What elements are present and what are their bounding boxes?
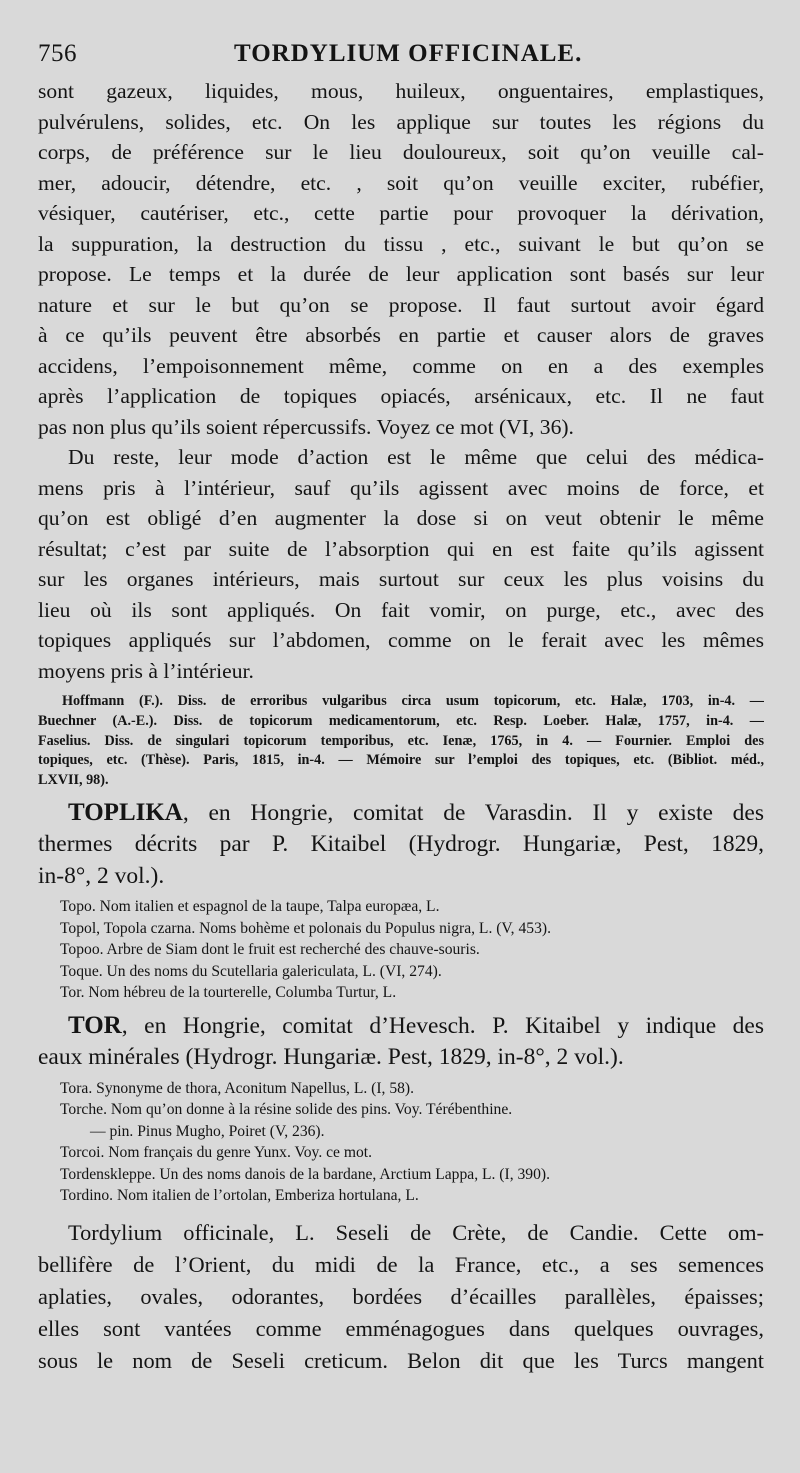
entry-line: eaux minérales (Hydrogr. Hungariæ. Pest, 1829, in-8°, 2 vol.). — [38, 1044, 624, 1071]
bibliography-line: Faselius. Diss. de singulari topicorum temporibus, etc. Ienæ, 1765, in 4. — Fournier. Emploi des — [38, 732, 764, 749]
dictionary-entry: Tora. Synonyme de thora, Aconitum Napellus, L. (I, 58). — [60, 1079, 415, 1097]
entry-line: thermes décrits par P. Kitaibel (Hydrogr. Hungariæ, Pest, 1829, — [38, 831, 764, 858]
text-line: sur les organes intérieurs, mais surtout sur ceux les plus voisins du — [38, 567, 764, 591]
dictionary-entry: Topo. Nom italien et espagnol de la taupe, Talpa europæa, L. — [60, 898, 440, 916]
bibliography-line: Buechner (A.-E.). Diss. de topicorum medicamentorum, etc. Resp. Loeber. Halæ, 1757, in-4. — — [38, 712, 764, 729]
entry-line: in-8°, 2 vol.). — [38, 862, 165, 889]
dictionary-entry: — pin. Pinus Mugho, Poiret (V, 236). — [90, 1122, 325, 1140]
text-line: aplaties, ovales, odorantes, bordées d’écailles parallèles, épaisses; — [38, 1283, 764, 1309]
paragraph-mode-action — [38, 442, 764, 686]
dictionary-entry: Torcoi. Nom français du genre Yunx. Voy. ce mot. — [60, 1144, 373, 1162]
text-line: moyens pris à l’intérieur. — [38, 658, 254, 683]
dictionary-entry: Tordino. Nom italien de l’ortolan, Emberiza hortulana, L. — [60, 1187, 419, 1205]
text-line: pas non plus qu’ils soient répercussifs. Voyez ce mot (VI, 36). — [38, 414, 574, 439]
entry-tordylium — [38, 1217, 764, 1377]
dictionary-entry: Topoo. Arbre de Siam dont le fruit est recherché des chauve-souris. — [60, 941, 480, 959]
running-title: TORDYLIUM OFFICINALE. — [234, 40, 583, 67]
text-line: Du reste, leur mode d’action est le même que celui des médica- — [68, 445, 764, 469]
text-line: à ce qu’ils peuvent être absorbés en partie et causer alors de graves — [38, 323, 764, 347]
bibliography-line: LXVII, 98). — [38, 772, 109, 789]
text-line: vésiquer, cautériser, etc., cette partie pour provoquer la dérivation, — [38, 201, 764, 225]
bibliography — [38, 692, 764, 791]
page-number: 756 — [38, 40, 77, 67]
running-head — [38, 40, 764, 76]
dictionary-entry: Tordenskleppe. Un des noms danois de la bardane, Arctium Lappa, L. (I, 390). — [60, 1165, 550, 1183]
text-line: lieu où ils sont appliqués. On fait vomir, on purge, etc., avec des — [38, 597, 764, 622]
entry-headword: TOPLIKA — [68, 798, 183, 826]
entry-headword: TOR — [68, 1011, 122, 1039]
text-line: nature et sur le but qu’on se propose. Il faut surtout avoir égard — [38, 292, 764, 317]
text-line: Tordylium officinale, L. Seseli de Crète, de Candie. Cette om- — [68, 1219, 764, 1245]
text-line: qu’on est obligé d’en augmenter la dose si on veut obtenir le même — [38, 506, 764, 530]
text-line: mens pris à l’intérieur, sauf qu’ils agissent avec moins de force, et — [38, 475, 764, 500]
dictionary-entries-tora — [38, 1078, 764, 1207]
text-line: topiques appliqués sur l’abdomen, comme on le ferait avec les mêmes — [38, 628, 764, 652]
dictionary-entry: Tor. Nom hébreu de la tourterelle, Columba Turtur, L. — [60, 984, 397, 1002]
text-line: sont gazeux, liquides, mous, huileux, onguentaires, emplastiques, — [38, 79, 764, 103]
text-line: après l’application de topiques opiacés, arsénicaux, etc. Il ne faut — [38, 384, 764, 408]
dictionary-entry: Torche. Nom qu’on donne à la résine solide des pins. Voy. Térébenthine. — [60, 1101, 513, 1119]
text-line: accidens, l’empoisonnement même, comme on en a des exemples — [38, 353, 764, 378]
text-line: la suppuration, la destruction du tissu , etc., suivant le but qu’on se — [38, 231, 764, 256]
entry-text: , en Hongrie, comitat de Varasdin. Il y existe des — [182, 799, 764, 826]
bibliography-line: Hoffmann (F.). Diss. de erroribus vulgaribus circa usum topicorum, etc. Halæ, 1703, in-4. — — [62, 693, 764, 709]
dictionary-entry: Topol, Topola czarna. Noms bohème et polonais du Populus nigra, L. (V, 453). — [60, 919, 551, 937]
entry-text: , en Hongrie, comitat d’Hevesch. P. Kitaibel y indique des — [121, 1012, 764, 1039]
entry-line — [38, 1010, 764, 1043]
text-line: elles sont vantées comme emménagogues dans quelques ouvrages, — [38, 1315, 764, 1341]
text-line: pulvérulens, solides, etc. On les applique sur toutes les régions du — [38, 109, 764, 134]
entry-line — [38, 797, 764, 830]
bibliography-line: topiques, etc. (Thèse). Paris, 1815, in-4. — Mémoire sur l’emploi des topiques, etc. (Bibliot. méd., — [38, 752, 764, 769]
entry-toplika — [38, 797, 764, 893]
entry-tor — [38, 1010, 764, 1074]
text-line: bellifère de l’Orient, du midi de la France, etc., a ses semences — [38, 1251, 764, 1277]
text-line: sous le nom de Seseli creticum. Belon dit que les Turcs mangent — [38, 1347, 764, 1373]
text-line: mer, adoucir, détendre, etc. , soit qu’on veuille exciter, rubéfier, — [38, 170, 764, 195]
paragraph-topiques-application — [38, 76, 764, 442]
text-line: corps, de préférence sur le lieu douloureux, soit qu’on veuille cal- — [38, 140, 764, 164]
text-line: résultat; c’est par suite de l’absorption qui en est faite qu’ils agissent — [38, 536, 764, 561]
text-line: propose. Le temps et la durée de leur application sont basés sur leur — [38, 262, 764, 286]
dictionary-entries-topo — [38, 896, 764, 1004]
dictionary-entry: Toque. Un des noms du Scutellaria galericulata, L. (VI, 274). — [60, 962, 442, 980]
